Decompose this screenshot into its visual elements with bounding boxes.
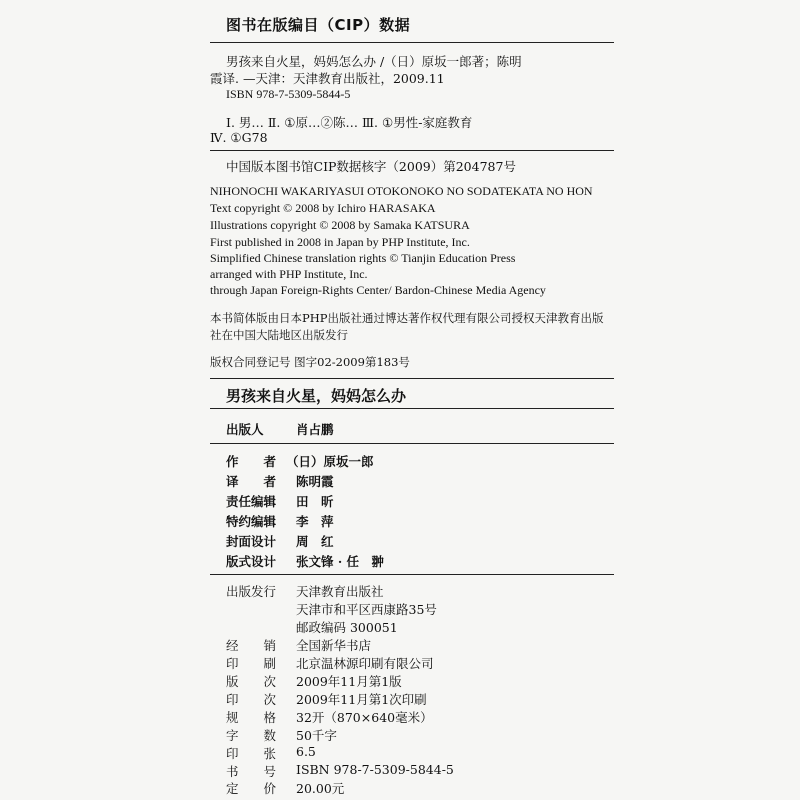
detail-label: 印 刷: [226, 656, 277, 671]
book-title: 男孩来自火星，妈妈怎么办: [226, 387, 407, 405]
cip-classification-line-1: Ⅰ. 男… Ⅱ. ①原…②陈… Ⅲ. ①男性-家庭教育: [226, 115, 473, 130]
cip-verification: 中国版本图书馆CIP数据核字（2009）第204787号: [226, 159, 516, 174]
credit-value: 田 昕: [296, 494, 334, 509]
rights-chinese-line-2: 社在中国大陆地区出版发行: [210, 328, 348, 342]
cip-title: 图书在版编目（CIP）数据: [226, 16, 411, 34]
cip-classification-line-2: Ⅳ. ①G78: [210, 130, 268, 145]
credit-value: 张文锋 · 任 翀: [296, 554, 385, 569]
credit-value: 李 萍: [296, 514, 334, 529]
rights-english-line-1: NIHONOCHI WAKARIYASUI OTOKONOKO NO SODATEKATA NO HON: [210, 184, 593, 198]
rights-english-line-4: First published in 2008 in Japan by PHP Institute, Inc.: [210, 235, 470, 249]
credit-value: 周 红: [296, 534, 334, 549]
credit-label: 版式设计: [226, 554, 277, 569]
detail-value: 2009年11月第1次印刷: [296, 692, 427, 707]
detail-value: 20.00元: [296, 781, 345, 796]
credit-label: 作 者: [226, 454, 277, 469]
detail-label: 版 次: [226, 674, 277, 689]
publisher-person-label: 出版人: [226, 422, 264, 437]
detail-value: 全国新华书店: [296, 638, 372, 653]
rights-english-line-6: arranged with PHP Institute, Inc.: [210, 267, 368, 281]
publication-label: 出版发行: [226, 584, 277, 599]
detail-label: 经 销: [226, 638, 277, 653]
credits-rule: [210, 574, 614, 575]
cip-description-line-1: 男孩来自火星，妈妈怎么办 /（日）原坂一郎著；陈明: [226, 54, 522, 69]
detail-label: 字 数: [226, 728, 277, 743]
publication-address: 天津市和平区西康路35号: [296, 602, 437, 617]
credit-value: 陈明霞: [296, 474, 334, 489]
rights-english-line-5: Simplified Chinese translation rights © Tianjin Education Press: [210, 251, 516, 265]
cip-mid-rule: [210, 150, 614, 151]
detail-value: 2009年11月第1版: [296, 674, 402, 689]
contract-registration: 版权合同登记号 图字02-2009第183号: [210, 355, 410, 369]
credit-label: 责任编辑: [226, 494, 277, 509]
rights-english-line-7: through Japan Foreign-Rights Center/ Bardon-Chinese Media Agency: [210, 283, 546, 297]
detail-label: 印 张: [226, 746, 277, 761]
publisher-person-value: 肖占鹏: [296, 422, 334, 437]
detail-label: 印 次: [226, 692, 277, 707]
detail-value: 50千字: [296, 728, 337, 743]
book-title-bottom-rule: [210, 408, 614, 409]
detail-label: 规 格: [226, 710, 277, 725]
detail-label: 定 价: [226, 781, 277, 796]
credit-label: 特约编辑: [226, 514, 277, 529]
detail-label: 书 号: [226, 764, 277, 779]
cip-isbn: ISBN 978-7-5309-5844-5: [226, 87, 351, 101]
cip-description-line-2: 霞译. —天津：天津教育出版社，2009.11: [210, 71, 445, 86]
detail-value: ISBN 978-7-5309-5844-5: [296, 762, 454, 777]
publisher-rule: [210, 443, 614, 444]
book-title-top-rule: [210, 378, 614, 379]
detail-value: 32开（870×640毫米）: [296, 710, 433, 725]
rights-chinese-line-1: 本书简体版由日本PHP出版社通过博达著作权代理有限公司授权天津教育出版: [210, 311, 604, 325]
credit-value: （日）原坂一郎: [286, 454, 374, 469]
credit-label: 译 者: [226, 474, 277, 489]
detail-value: 6.5: [296, 744, 316, 759]
rights-english-line-3: Illustrations copyright © 2008 by Samaka KATSURA: [210, 218, 470, 232]
detail-value: 北京温林源印刷有限公司: [296, 656, 434, 671]
credit-label: 封面设计: [226, 534, 277, 549]
publication-postcode: 邮政编码 300051: [296, 620, 398, 635]
cip-top-rule: [210, 42, 614, 43]
rights-english-line-2: Text copyright © 2008 by Ichiro HARASAKA: [210, 201, 436, 215]
publication-name: 天津教育出版社: [296, 584, 384, 599]
